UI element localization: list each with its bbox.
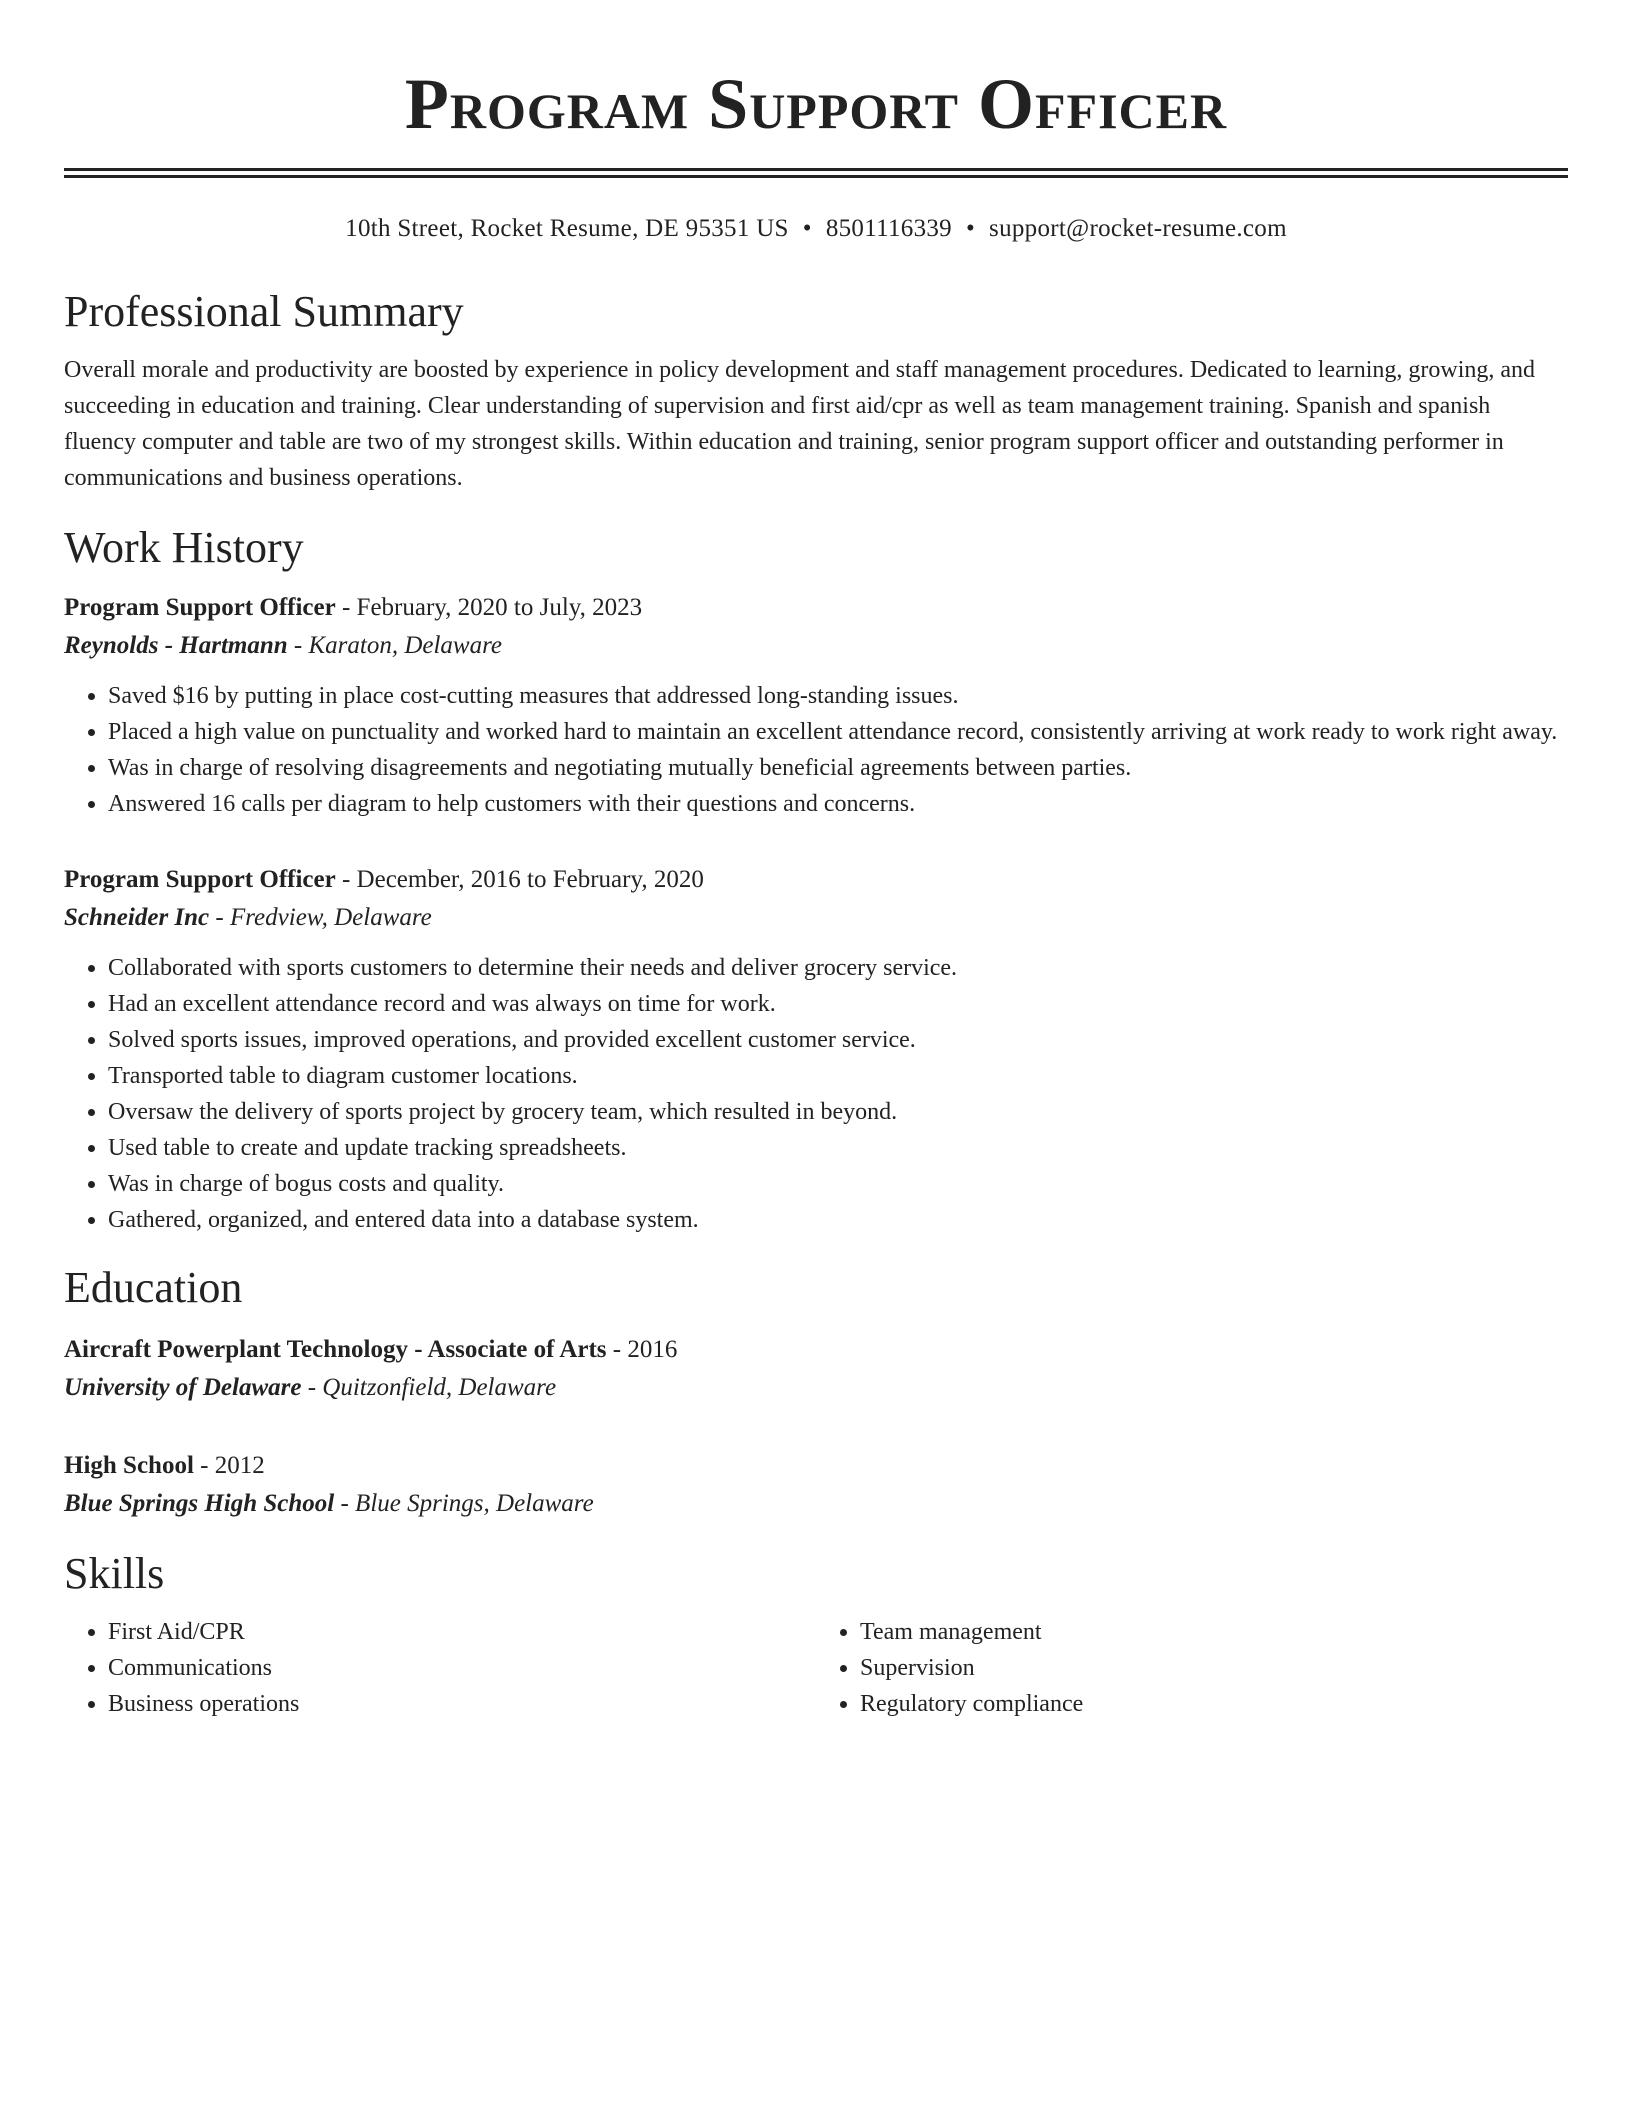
degree-year: - 2016 — [606, 1336, 678, 1363]
job-entry — [64, 590, 1568, 822]
contact-separator: • — [965, 215, 976, 242]
skill-item: • Regulatory compliance — [860, 1686, 1568, 1722]
job-company: Schneider Inc — [64, 904, 210, 931]
job-bullet: • Solved sports issues, improved operations, and provided excellent customer service. — [108, 1022, 1568, 1058]
contact-line — [64, 212, 1568, 246]
summary-text: Overall morale and productivity are boosted by experience in policy development and staff management procedures. Dedicated to learning, growing, and succeeding in education and training. Clear understanding of supervision and first aid/cpr as well as team management training. Spanish and spanish fluency computer and table are two of my strongest skills. Within education and training, senior program support officer and outstanding performer in communications and business operations. — [64, 357, 1536, 491]
contact-address: 10th Street, Rocket Resume, DE 95351 US — [345, 215, 789, 242]
education-entry — [64, 1332, 1568, 1408]
job-title-line — [64, 862, 1568, 898]
school-name: Blue Springs High School — [64, 1490, 335, 1517]
skills-grid — [64, 1614, 1568, 1722]
title-divider — [64, 168, 1568, 178]
contact-email: support@rocket-resume.com — [989, 215, 1287, 242]
contact-separator: • — [802, 215, 812, 242]
contact-phone: 8501116339 — [825, 215, 952, 242]
skill-item: • First Aid/CPR — [108, 1614, 816, 1650]
school-location: - Blue Springs, Delaware — [334, 1490, 594, 1517]
degree-line — [64, 1448, 1568, 1484]
job-company-line — [64, 626, 1568, 666]
job-company-line — [64, 898, 1568, 938]
work-history-heading: Work History — [64, 523, 304, 572]
skill-item: • Communications — [108, 1650, 816, 1686]
degree-name: Aircraft Powerplant Technology - Associate of Arts — [64, 1336, 607, 1363]
job-entry — [64, 862, 1568, 1238]
job-location: - Fredview, Delaware — [209, 904, 432, 931]
degree-year: - 2012 — [193, 1452, 265, 1479]
school-location: - Quitzonfield, Delaware — [301, 1374, 557, 1401]
job-title: Program Support Officer — [64, 866, 336, 893]
school-line — [64, 1484, 1568, 1524]
education-entry — [64, 1448, 1568, 1524]
school-line — [64, 1368, 1568, 1408]
job-bullets — [64, 950, 1568, 1238]
job-dates: - December, 2016 to February, 2020 — [335, 866, 704, 893]
education-heading: Education — [64, 1263, 243, 1312]
degree-name: High School — [64, 1452, 194, 1479]
job-location: - Karaton, Delaware — [287, 632, 502, 659]
job-dates: - February, 2020 to July, 2023 — [335, 594, 643, 621]
skills-heading: Skills — [64, 1549, 165, 1598]
job-bullet: • Transported table to diagram customer locations. — [108, 1058, 1568, 1094]
job-bullets — [64, 678, 1568, 822]
job-bullet: • Was in charge of resolving disagreements and negotiating mutually beneficial agreements between parties. — [108, 750, 1568, 786]
job-title-line — [64, 590, 1568, 626]
job-bullet: • Had an excellent attendance record and was always on time for work. — [108, 986, 1568, 1022]
job-bullet: • Used table to create and update tracking spreadsheets. — [108, 1130, 1568, 1166]
job-bullet: • Placed a high value on punctuality and worked hard to maintain an excellent attendance record, consistently arriving at work ready to work right away. — [108, 714, 1568, 750]
job-bullet: • Oversaw the delivery of sports project by grocery team, which resulted in beyond. — [108, 1094, 1568, 1130]
skill-item: • Supervision — [860, 1650, 1568, 1686]
job-bullet: • Saved $16 by putting in place cost-cutting measures that addressed long-standing issues. — [108, 678, 1568, 714]
skill-item: • Team management — [860, 1614, 1568, 1650]
skill-item: • Business operations — [108, 1686, 816, 1722]
resume-title: Program Support Officer — [404, 64, 1228, 144]
job-title: Program Support Officer — [64, 594, 336, 621]
degree-line — [64, 1332, 1568, 1368]
job-bullet: • Collaborated with sports customers to determine their needs and deliver grocery service. — [108, 950, 1568, 986]
skills-column-left — [64, 1614, 816, 1722]
job-bullet: • Gathered, organized, and entered data into a database system. — [108, 1202, 1568, 1238]
skills-column-right — [816, 1614, 1568, 1722]
job-company: Reynolds - Hartmann — [64, 632, 288, 659]
summary-heading: Professional Summary — [64, 287, 464, 336]
job-bullet: • Was in charge of bogus costs and quality. — [108, 1166, 1568, 1202]
job-bullet: • Answered 16 calls per diagram to help customers with their questions and concerns. — [108, 786, 1568, 822]
school-name: University of Delaware — [64, 1374, 302, 1401]
